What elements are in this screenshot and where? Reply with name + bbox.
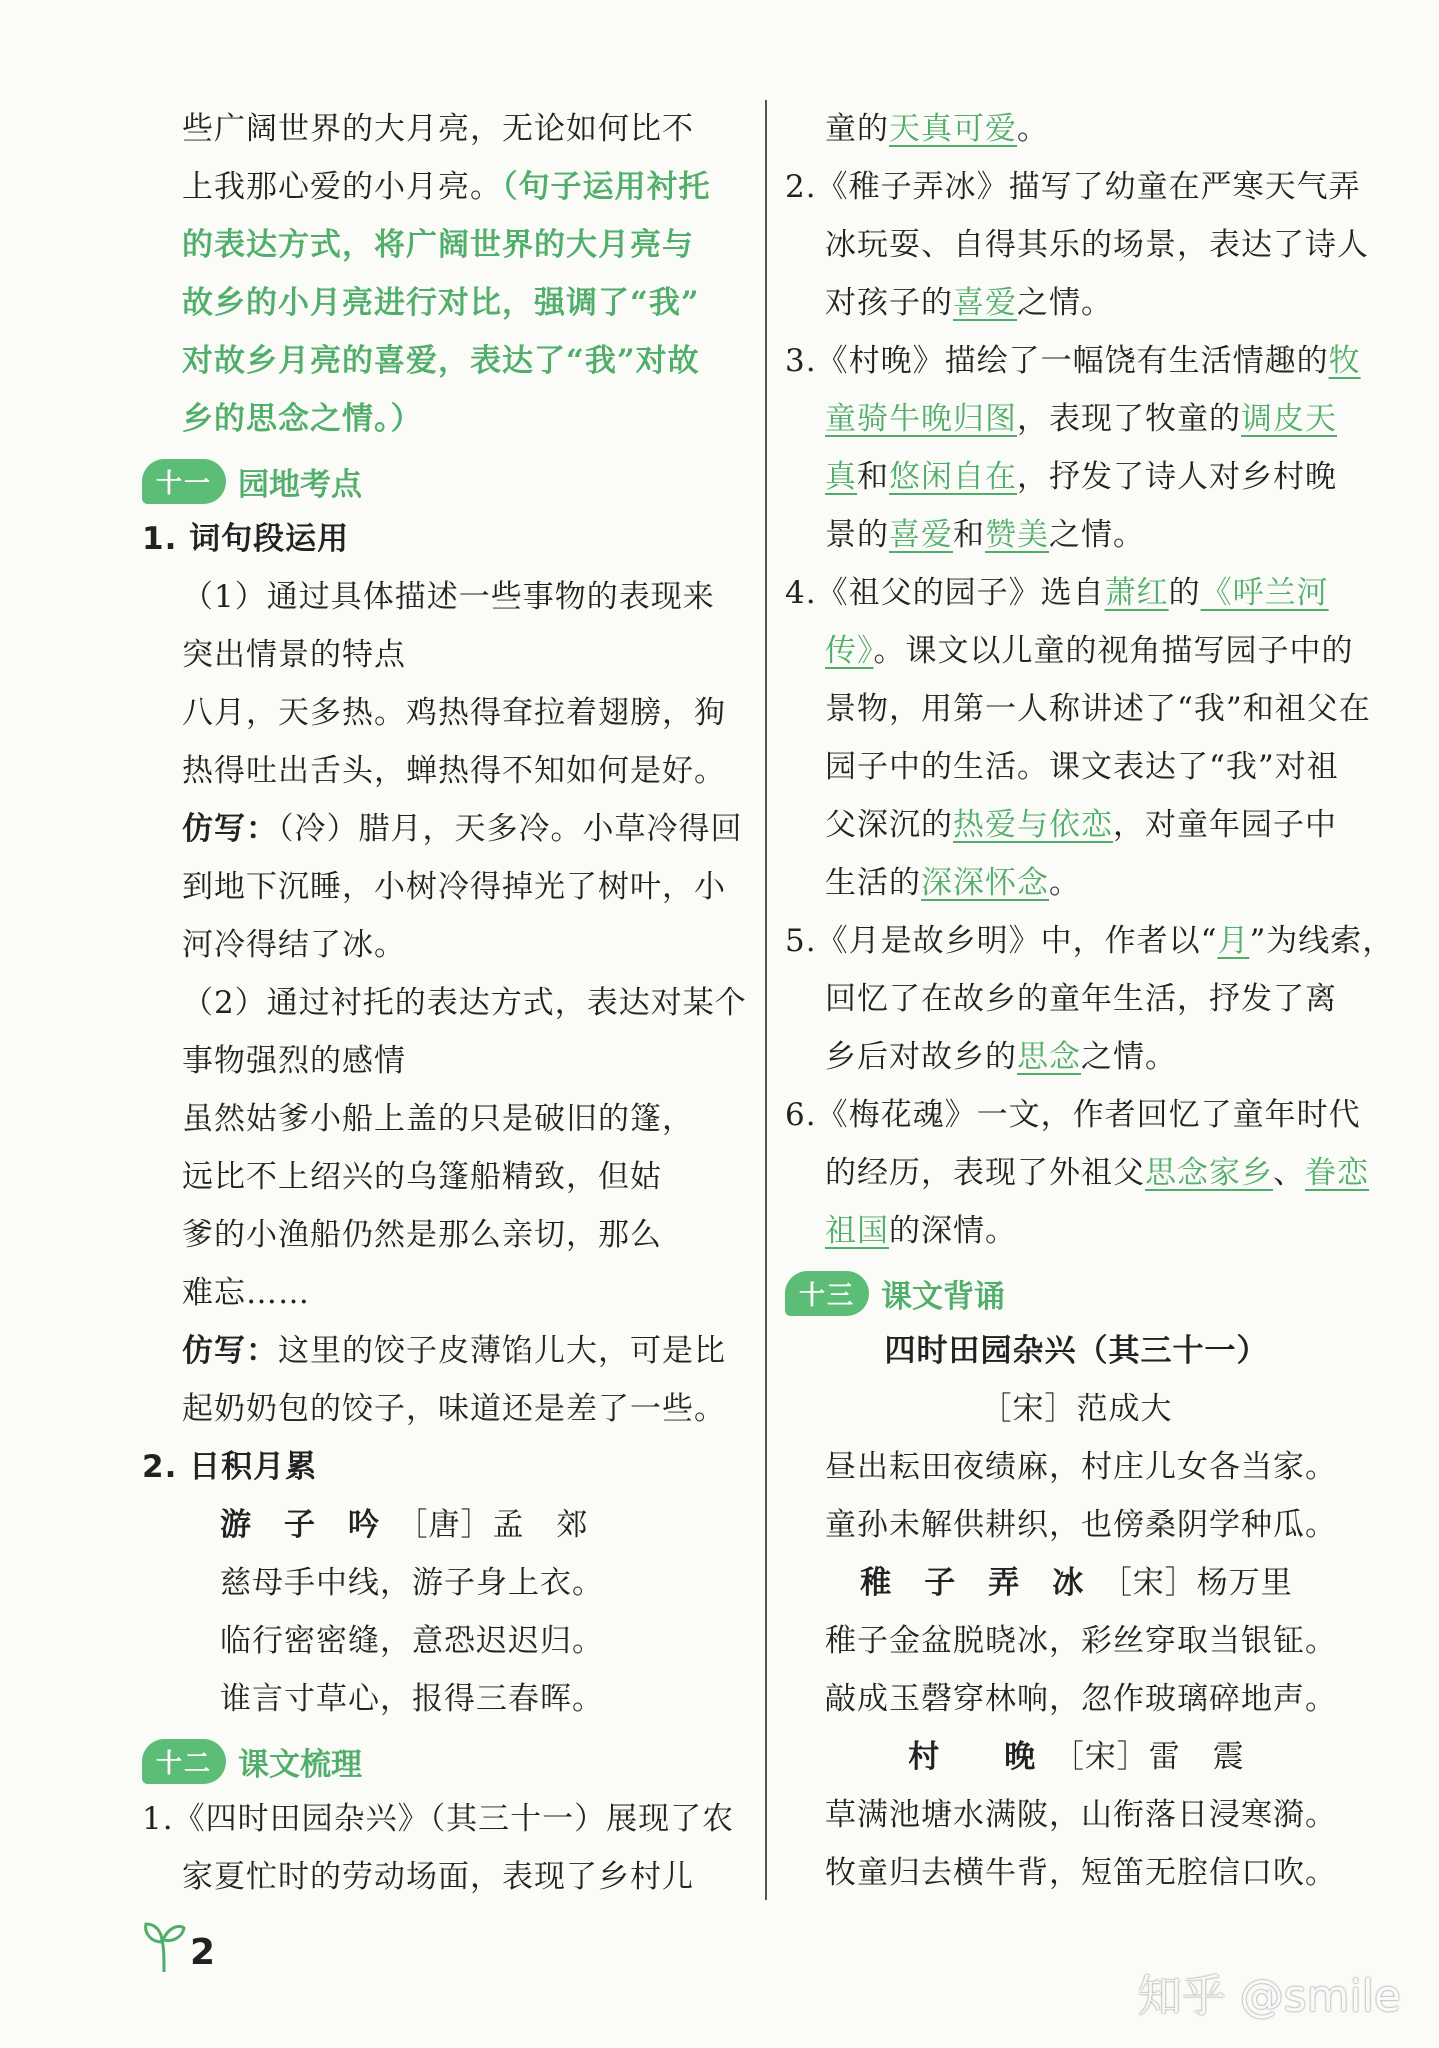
- text-line: 些广阔世界的大月亮，无论如何比不: [182, 111, 694, 147]
- poem-line: 谁言寸草心，报得三春晖。: [220, 1681, 604, 1717]
- section-11-header: [142, 452, 746, 510]
- text-line: 传》。课文以儿童的视角描写园子中的: [825, 633, 1354, 669]
- text-line: 景的喜爱和赞美之情。: [825, 517, 1145, 553]
- annotation-line: 的表达方式，将广阔世界的大月亮与: [182, 227, 694, 263]
- text-line: 童骑牛晚归图，表现了牧童的调皮天: [825, 401, 1337, 437]
- text-line: 家夏忙时的劳动场面，表现了乡村儿: [182, 1859, 694, 1895]
- text-line: 生活的深深怀念。: [825, 865, 1081, 901]
- annotation-line: 故乡的小月亮进行对比，强调了“我”: [182, 285, 700, 321]
- text-line: 的经历，表现了外祖父思念家乡、眷恋: [825, 1155, 1369, 1191]
- text-line: 园子中的生活。课文表达了“我”对祖: [825, 749, 1339, 785]
- section-title: 课文背诵: [881, 1278, 1006, 1315]
- poem-heading: 稚 子 弄 冰 ［宋］杨万里: [860, 1565, 1293, 1601]
- poem-line: 稚子金盆脱晓冰，彩丝穿取当银钲。: [825, 1623, 1337, 1659]
- text-line: 热得吐出舌头，蝉热得不知如何是好。: [182, 753, 726, 789]
- poem-line: 昼出耘田夜绩麻，村庄儿女各当家。: [825, 1449, 1337, 1485]
- section-badge: 十一: [142, 459, 226, 504]
- text-line: 爹的小渔船仍然是那么亲切，那么: [182, 1217, 662, 1253]
- poem-line: 敲成玉磬穿林响，忽作玻璃碎地声。: [825, 1681, 1337, 1717]
- poem-line: 慈母手中线，游子身上衣。: [220, 1565, 604, 1601]
- poem-author: ［宋］范成大: [980, 1391, 1173, 1427]
- text-line: 4.《祖父的园子》选自萧红的《呼兰河: [785, 575, 1329, 611]
- text-line: 虽然姑爹小船上盖的只是破旧的篷，: [182, 1101, 694, 1137]
- sprout-icon: [140, 1918, 188, 1974]
- page-number: 2: [190, 1932, 216, 1973]
- section-badge: 十二: [142, 1739, 226, 1784]
- text-line: （2）通过衬托的表达方式，表达对某个: [182, 985, 747, 1021]
- text-line: 父深沉的热爱与依恋，对童年园子中: [825, 807, 1337, 843]
- text-line: 远比不上绍兴的乌篷船精致，但姑: [182, 1159, 662, 1195]
- text-line: 河冷得结了冰。: [182, 927, 406, 963]
- text-line: 真和悠闲自在，抒发了诗人对乡村晚: [825, 459, 1337, 495]
- section-title: 课文梳理: [238, 1746, 363, 1783]
- section-badge: 十三: [785, 1271, 869, 1316]
- text-line: 童的天真可爱。: [825, 111, 1049, 147]
- text-line: （1）通过具体描述一些事物的表现来: [182, 579, 715, 615]
- text-line: 对孩子的喜爱之情。: [825, 285, 1113, 321]
- poem-title: 四时田园杂兴（其三十一）: [884, 1333, 1269, 1369]
- text-line: 起奶奶包的饺子，味道还是差了一些。: [182, 1391, 726, 1427]
- poem-line: 临行密密缝，意恐迟迟归。: [220, 1623, 604, 1659]
- text-line: 回忆了在故乡的童年生活，抒发了离: [825, 981, 1337, 1017]
- item-title: 2. 日积月累: [142, 1449, 318, 1485]
- text-line: 突出情景的特点: [182, 637, 406, 673]
- annotation-line: 对故乡月亮的喜爱，表达了“我”对故: [182, 343, 700, 379]
- item-title: 1. 词句段运用: [142, 521, 350, 557]
- text-line: 八月，天多热。鸡热得耷拉着翅膀，狗: [182, 695, 726, 731]
- text-line: 上我那心爱的小月亮。（句子运用衬托: [182, 169, 711, 205]
- text-line: 祖国的深情。: [825, 1213, 1017, 1249]
- poem-line: 草满池塘水满陂，山衔落日浸寒漪。: [825, 1797, 1337, 1833]
- text-line: 1.《四时田园杂兴》（其三十一）展现了农: [142, 1801, 735, 1837]
- right-column: [785, 100, 1395, 1902]
- text-line: 到地下沉睡，小树冷得掉光了树叶，小: [182, 869, 726, 905]
- section-13-header: [785, 1264, 1368, 1322]
- poem-line: 童孙未解供耕织，也傍桑阴学种瓜。: [825, 1507, 1337, 1543]
- text-line: 3.《村晚》描绘了一幅饶有生活情趣的牧: [785, 343, 1361, 379]
- poem-line: 牧童归去横牛背，短笛无腔信口吹。: [825, 1855, 1337, 1891]
- poem-heading: 游 子 吟 ［唐］孟 郊: [220, 1507, 589, 1543]
- text-line: 冰玩耍、自得其乐的场景，表达了诗人: [825, 227, 1369, 263]
- text-line: 乡后对故乡的思念之情。: [825, 1039, 1177, 1075]
- text-line: 5.《月是故乡明》中，作者以“月”为线索，: [785, 923, 1395, 959]
- left-column: [142, 100, 746, 1906]
- text-line: 景物，用第一人称讲述了“我”和祖父在: [825, 691, 1371, 727]
- text-line: 2.《稚子弄冰》描写了幼童在严寒天气弄: [785, 169, 1361, 205]
- column-divider: [765, 100, 767, 1900]
- text-line: 仿写：这里的饺子皮薄馅儿大，可是比: [182, 1333, 726, 1369]
- text-line: 6.《梅花魂》一文，作者回忆了童年时代: [785, 1097, 1361, 1133]
- poem-heading: 村 晚 ［宋］雷 震: [908, 1739, 1245, 1775]
- section-12-header: [142, 1732, 746, 1790]
- text-line: 仿写：（冷）腊月，天多冷。小草冷得回: [182, 811, 743, 847]
- annotation-line: 乡的思念之情。）: [182, 401, 423, 437]
- text-line: 难忘……: [182, 1275, 310, 1311]
- section-title: 园地考点: [238, 466, 363, 503]
- text-line: 事物强烈的感情: [182, 1043, 406, 1079]
- watermark: 知乎 @smile: [1137, 1971, 1401, 2022]
